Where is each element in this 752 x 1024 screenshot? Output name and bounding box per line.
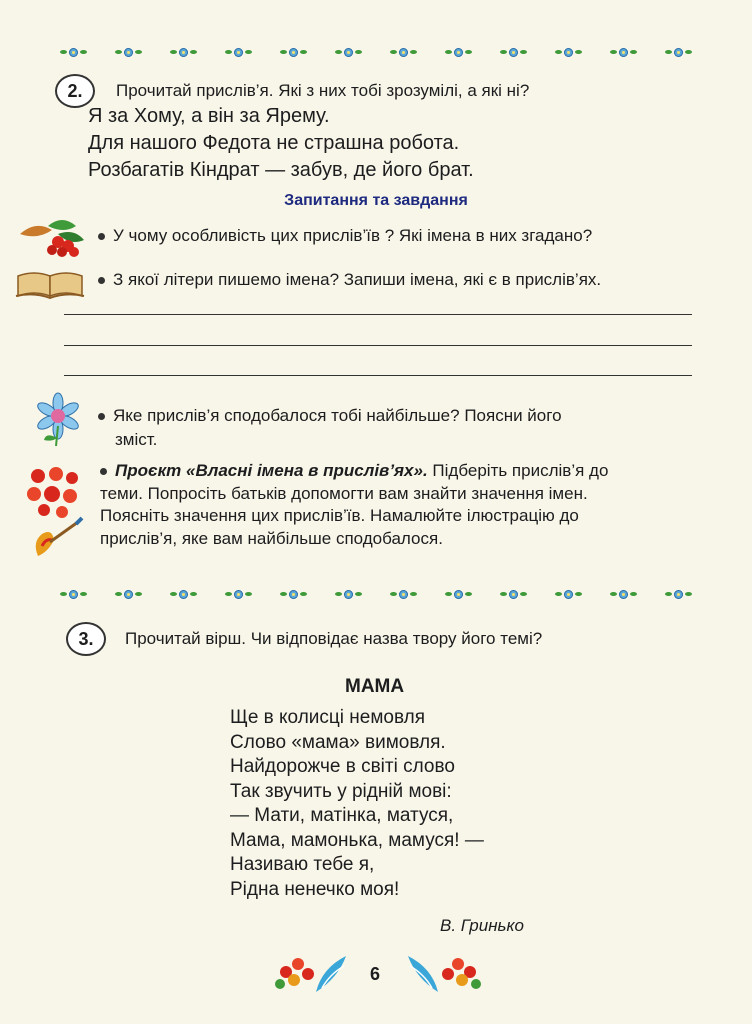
ornament-flower-icon bbox=[555, 590, 582, 599]
open-book-icon bbox=[14, 266, 86, 300]
ornament-flower-icon bbox=[170, 48, 197, 57]
proverb-1: Я за Хому, а він за Ярему. bbox=[88, 105, 330, 127]
project-title: Проєкт «Власні імена в прислів’ях». bbox=[115, 461, 428, 480]
bullet-icon bbox=[98, 277, 105, 284]
ornament-flower-icon bbox=[335, 48, 362, 57]
answer-line-2[interactable] bbox=[64, 345, 692, 346]
folk-ornament-icon bbox=[400, 948, 484, 994]
proverbs-list bbox=[88, 103, 474, 184]
top-ornament-border bbox=[60, 45, 692, 59]
bullet-icon bbox=[98, 233, 105, 240]
question-3-text-line-1: Яке прислів’я сподобалося тобі найбільше? Поясни його bbox=[113, 406, 562, 425]
poem-line: Ще в колисці немовля bbox=[230, 707, 426, 728]
poem-line: — Мати, матінка, матуся, bbox=[230, 805, 454, 826]
ornament-flower-icon bbox=[225, 590, 252, 599]
ornament-flower-icon bbox=[445, 590, 472, 599]
proverb-2: Для нашого Федота не страшна робота. bbox=[88, 132, 460, 154]
poem-title: МАМА bbox=[345, 676, 405, 697]
ornament-flower-icon bbox=[610, 590, 637, 599]
ornament-flower-icon bbox=[60, 590, 87, 599]
bullet-icon bbox=[100, 468, 107, 475]
flower-icon bbox=[30, 392, 86, 448]
bullet-icon bbox=[98, 413, 105, 420]
poem-line: Мама, мамонька, мамуся! — bbox=[230, 829, 484, 851]
ornament-flower-icon bbox=[60, 48, 87, 57]
poem-line: Рідна ненечко моя! bbox=[230, 878, 400, 900]
ornament-flower-icon bbox=[445, 48, 472, 57]
project-paragraph bbox=[100, 460, 696, 550]
ornament-flower-icon bbox=[280, 48, 307, 57]
task-3-instruction: Прочитай вірш. Чи відповідає назва твору його темі? bbox=[125, 629, 543, 648]
question-1 bbox=[98, 224, 592, 248]
poem-author: В. Гринько bbox=[440, 916, 524, 935]
ornament-flower-icon bbox=[115, 590, 142, 599]
poem-line: Називаю тебе я, bbox=[230, 854, 375, 875]
task-3-number: 3. bbox=[66, 622, 106, 656]
question-2 bbox=[98, 268, 601, 292]
poem-text bbox=[230, 706, 484, 902]
project-text-line-4: прислів’я, яке вам найбільше сподобалося. bbox=[100, 528, 443, 548]
project-text-line-2: теми. Попросіть батьків допомогти вам знайти значення імен. bbox=[100, 483, 588, 503]
proverb-3: Розбагатів Кіндрат — забув, де його брат. bbox=[88, 159, 474, 181]
question-1-text: У чому особливість цих прислів’їв ? Які імена в них згадано? bbox=[113, 226, 593, 245]
ornament-flower-icon bbox=[555, 48, 582, 57]
ornament-flower-icon bbox=[390, 590, 417, 599]
task-2-number: 2. bbox=[55, 74, 95, 108]
ornament-flower-icon bbox=[225, 48, 252, 57]
viburnum-berries-icon bbox=[18, 212, 88, 258]
ornament-flower-icon bbox=[665, 590, 692, 599]
answer-line-3[interactable] bbox=[64, 375, 692, 376]
poem-line: Так звучить у рідній мові: bbox=[230, 780, 452, 802]
project-text-line-3: Поясніть значення цих прислів’їв. Намалюйте ілюстрацію до bbox=[100, 506, 579, 525]
middle-ornament-border bbox=[60, 587, 692, 601]
questions-title: Запитання та завдання bbox=[284, 192, 468, 209]
ornament-flower-icon bbox=[390, 48, 417, 57]
project-text-line-1: Підберіть прислів’я до bbox=[432, 461, 609, 480]
ornament-flower-icon bbox=[335, 590, 362, 599]
ornament-flower-icon bbox=[115, 48, 142, 57]
ornament-flower-icon bbox=[170, 590, 197, 599]
poem-line: Слово «мама» вимовля. bbox=[230, 731, 446, 753]
question-3-text-line-2: зміст. bbox=[115, 430, 158, 449]
folk-ornament-icon bbox=[272, 948, 354, 994]
answer-line-1[interactable] bbox=[64, 314, 692, 315]
paint-brush-icon bbox=[24, 466, 86, 558]
ornament-flower-icon bbox=[665, 48, 692, 57]
task-2-instruction: Прочитай прислів’я. Які з них тобі зрозумілі, а які ні? bbox=[116, 81, 530, 100]
ornament-flower-icon bbox=[500, 48, 527, 57]
poem-line: Найдорожче в світі слово bbox=[230, 756, 455, 777]
ornament-flower-icon bbox=[280, 590, 307, 599]
question-2-text: З якої літери пишемо імена? Запиши імена, які є в прислів’ях. bbox=[113, 270, 602, 289]
page-number: 6 bbox=[370, 964, 381, 984]
ornament-flower-icon bbox=[500, 590, 527, 599]
question-3 bbox=[98, 404, 694, 452]
ornament-flower-icon bbox=[610, 48, 637, 57]
